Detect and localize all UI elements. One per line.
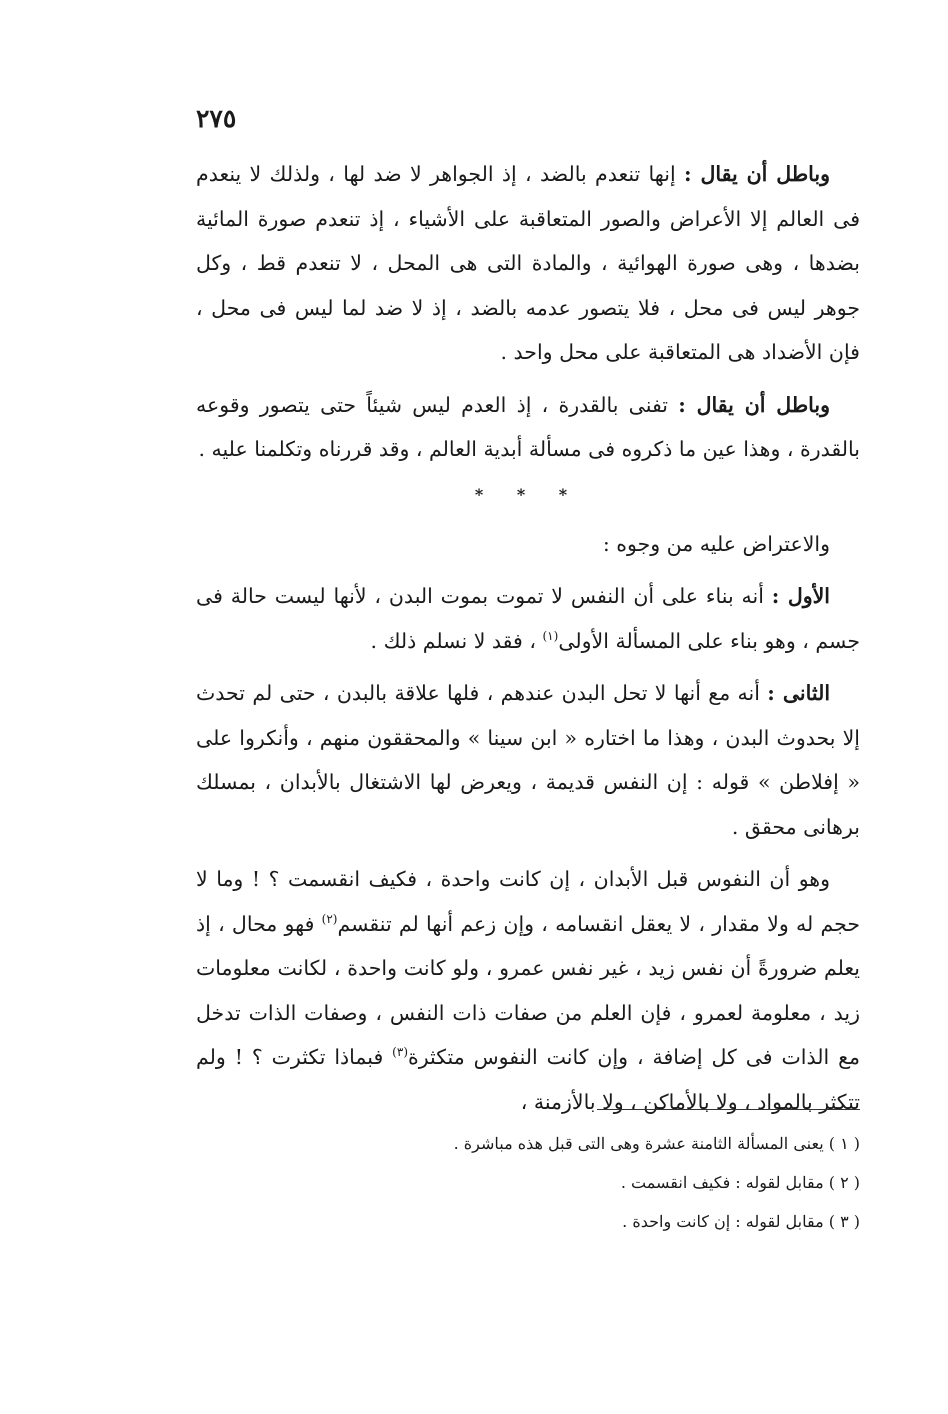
footnotes — [196, 1124, 860, 1241]
section-separator: * * * — [474, 484, 582, 504]
paragraph-lead: الأول : — [771, 584, 831, 608]
paragraph-text: فبماذا تكثرت ؟ ! ولم تتكثر بالمواد ، ولا بالأماكن ، ولا بالأزمنة ، — [196, 1045, 860, 1114]
objections-intro: والاعتراض عليه من وجوه : — [602, 531, 830, 556]
paragraph-text: إنها تنعدم بالضد ، إذ الجواهر لا ضد لها ، ولذلك لا ينعدم فى العالم إلا الأعراض والصور المتعاقبة على الأشياء ، إذ تنعدم صورة المائية بضدها ، وهى صورة الهوائية ، والمادة التى هى المحل ، لا تنعدم قط ، وكل جوهر ليس فى محل ، فلا يتصور عدمه بالضد ، إذ لا ضد لما ليس فى محل ، فإن الأضداد هى المتعاقبة على محل واحد . — [196, 162, 860, 364]
paragraph-text: فهو محال ، إذ يعلم ضرورةً أن نفس زيد ، غير نفس عمرو ، ولو كانت واحدة ، لكانت معلومات زيد ، معلومة لعمرو ، فإن العلم من صفات ذات النفس ، وصفات الذات تدخل مع الذات فى كل إضافة ، وإن كانت النفوس متكثرة — [196, 911, 860, 1069]
footnote-2: ( ٢ ) مقابل لقوله : فكيف انقسمت . — [620, 1173, 860, 1192]
paragraph-souls-argument — [196, 857, 860, 1124]
paragraph-lead: الثانى : — [767, 681, 831, 705]
paragraph-lead: وباطل أن يقال : — [678, 392, 831, 417]
paragraph-text: أنه بناء على أن النفس لا تموت بموت البدن ، لأنها ليست حالة فى جسم ، وهو بناء على المسألة الأولى — [196, 584, 860, 653]
paragraph-lead: وباطل أن يقال : — [683, 162, 831, 186]
footnote-divider — [597, 1109, 860, 1110]
body-text — [196, 152, 860, 1124]
footnote-ref-1[interactable]: (١) — [542, 628, 559, 643]
footnote-3: ( ٣ ) مقابل لقوله : إن كانت واحدة . — [622, 1212, 860, 1231]
footnote-1: ( ١ ) يعنى المسألة الثامنة عشرة وهى التى قبل هذه مباشرة . — [453, 1134, 860, 1153]
paragraph-text: وهو أن النفوس قبل الأبدان ، إن كانت واحدة ، فكيف انقسمت ؟ ! وما لا حجم له ولا مقدار ، لا يعقل انقسامه ، وإن زعم أنها لم تنقسم — [196, 867, 861, 936]
paragraph-text: ، فقد لا نسلم ذلك . — [370, 628, 543, 653]
paragraph-second-objection — [196, 671, 860, 849]
page-number: ٢٧٥ — [196, 104, 237, 133]
paragraph-text: تفنى بالقدرة ، إذ العدم ليس شيئاً حتى يتصور وقوعه بالقدرة ، وهذا عين ما ذكروه فى مسألة أبدية العالم ، وقد قررناه وتكلمنا عليه . — [196, 392, 860, 461]
paragraph-text: أنه مع أنها لا تحل البدن عندهم ، فلها علاقة بالبدن ، حتى لم تحدث إلا بحدوث البدن ، وهذا ما اختاره « ابن سينا » والمحققون منهم ، وأنكروا على « إفلاطن » قوله : إن النفس قديمة ، ويعرض لها الاشتغال بالأبدان ، بمسلك برهانى محقق . — [196, 681, 860, 839]
paragraph-void-by-opposite — [196, 152, 860, 375]
footnote-ref-3[interactable]: (٣) — [392, 1045, 408, 1060]
footnote-ref-2[interactable]: (٢) — [321, 911, 338, 926]
paragraph-void-by-power — [196, 383, 860, 472]
paragraph-first-objection — [196, 574, 860, 663]
